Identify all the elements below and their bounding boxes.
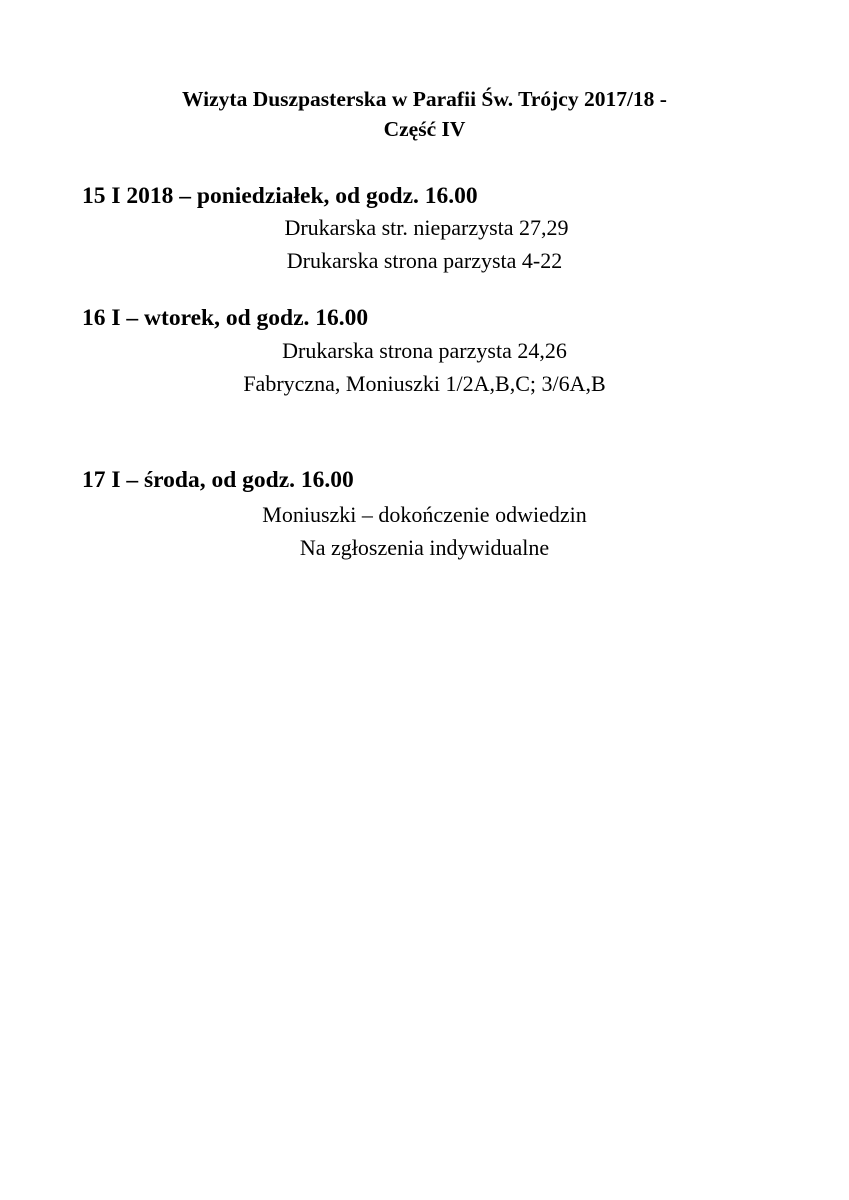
day-entry: Drukarska strona parzysta 4-22 — [286, 248, 563, 273]
day-heading-wednesday: 17 I – środa, od godz. 16.00 — [82, 467, 354, 493]
day-entry: Drukarska strona parzysta 24,26 — [282, 338, 567, 363]
day-entry: Fabryczna, Moniuszki 1/2A,B,C; 3/6A,B — [243, 371, 606, 396]
document-title-line-1: Wizyta Duszpasterska w Parafii Św. Trójcy 2017/18 - — [182, 87, 667, 111]
day-entry: Moniuszki – dokończenie odwiedzin — [262, 502, 587, 527]
day-entry: Drukarska str. nieparzysta 27,29 — [284, 215, 569, 240]
document-title-line-2: Część IV — [383, 117, 466, 141]
day-heading-monday: 15 I 2018 – poniedziałek, od godz. 16.00 — [82, 183, 478, 209]
day-entry: Na zgłoszenia indywidualne — [299, 535, 550, 560]
day-heading-tuesday: 16 I – wtorek, od godz. 16.00 — [82, 305, 369, 331]
